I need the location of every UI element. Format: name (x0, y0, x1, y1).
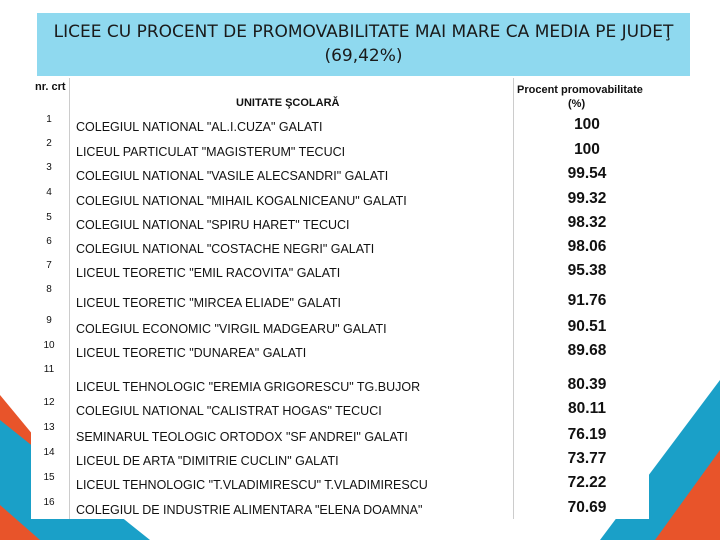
row-number: 16 (43, 497, 55, 508)
column-divider-nr (69, 78, 70, 519)
school-name: LICEUL DE ARTA "DIMITRIE CUCLIN" GALATI (76, 454, 339, 468)
slide-title (37, 13, 690, 76)
promovability-percent: 90.51 (567, 318, 607, 335)
promovability-percent: 73.77 (567, 450, 607, 467)
promovability-percent: 99.32 (567, 190, 607, 207)
header-procent-line2: (%) (568, 98, 586, 110)
title-line-2: (69,42%) (324, 46, 403, 66)
school-name: LICEUL TEORETIC "MIRCEA ELIADE" GALATI (76, 296, 341, 310)
promovability-percent: 72.22 (567, 474, 607, 491)
promovability-percent: 100 (574, 116, 600, 133)
school-name: LICEUL PARTICULAT "MAGISTERUM" TECUCI (76, 145, 346, 159)
row-number: 13 (43, 422, 55, 433)
school-name: LICEUL TEHNOLOGIC "EREMIA GRIGORESCU" TG.BUJOR (76, 380, 421, 394)
promovability-percent: 70.69 (567, 499, 607, 516)
promovability-percent: 91.76 (567, 292, 607, 309)
row-number: 9 (46, 315, 52, 326)
school-name: COLEGIUL NATIONAL "AL.I.CUZA" GALATI (76, 120, 323, 134)
promovability-percent: 80.11 (568, 400, 606, 417)
row-number: 4 (46, 187, 52, 198)
row-number: 11 (43, 364, 55, 375)
school-name: COLEGIUL NATIONAL "MIHAIL KOGALNICEANU" GALATI (76, 194, 407, 208)
school-name: SEMINARUL TEOLOGIC ORTODOX "SF ANDREI" GALATI (76, 430, 408, 444)
row-number: 5 (46, 212, 52, 223)
school-name: COLEGIUL ECONOMIC "VIRGIL MADGEARU" GALATI (76, 322, 387, 336)
school-name: COLEGIUL DE INDUSTRIE ALIMENTARA "ELENA DOAMNA" (76, 503, 423, 517)
promovability-percent: 100 (574, 141, 600, 158)
row-number: 2 (46, 138, 52, 149)
row-number: 15 (43, 472, 55, 483)
school-name: LICEUL TEORETIC "EMIL RACOVITA" GALATI (76, 266, 341, 280)
school-name: COLEGIUL NATIONAL "SPIRU HARET" TECUCI (76, 218, 350, 232)
promovability-percent: 89.68 (567, 342, 607, 359)
promovability-percent: 95.38 (567, 262, 607, 279)
school-name: COLEGIUL NATIONAL "COSTACHE NEGRI" GALATI (76, 242, 375, 256)
row-number: 1 (46, 114, 52, 125)
promovability-percent: 99.54 (567, 165, 607, 182)
header-procent-line1: Procent promovabilitate (517, 84, 643, 96)
promovability-percent: 98.06 (567, 238, 607, 255)
school-name: COLEGIUL NATIONAL "CALISTRAT HOGAS" TECUCI (76, 404, 382, 418)
promovability-percent: 80.39 (567, 376, 607, 393)
promovability-table (31, 78, 649, 519)
row-number: 12 (43, 397, 55, 408)
header-nr-crt: nr. crt (35, 81, 66, 93)
promovability-percent: 76.19 (567, 426, 607, 443)
row-number: 8 (46, 284, 52, 295)
title-line-1: LICEE CU PROCENT DE PROMOVABILITATE MAI MARE CA MEDIA PE JUDEŢ (53, 22, 674, 42)
row-number: 7 (46, 260, 52, 271)
promovability-percent: 98.32 (567, 214, 607, 231)
school-name: COLEGIUL NATIONAL "VASILE ALECSANDRI" GALATI (76, 169, 389, 183)
row-number: 10 (43, 340, 55, 351)
school-name: LICEUL TEORETIC "DUNAREA" GALATI (76, 346, 307, 360)
row-number: 3 (46, 162, 52, 173)
row-number: 6 (46, 236, 52, 247)
column-divider-school (513, 78, 514, 519)
row-number: 14 (43, 447, 55, 458)
header-unitate-scolara: UNITATE ŞCOLARĂ (236, 97, 340, 109)
school-name: LICEUL TEHNOLOGIC "T.VLADIMIRESCU" T.VLADIMIRESCU (76, 478, 428, 492)
